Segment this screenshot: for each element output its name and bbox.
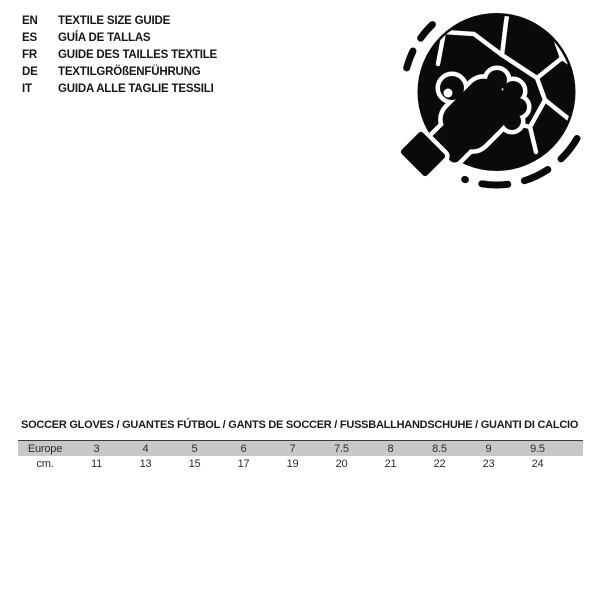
goalkeeper-glove-ball-icon — [398, 8, 588, 198]
size-cell: 23 — [464, 456, 513, 471]
table-row-cm — [18, 456, 583, 471]
language-label: TEXTILE SIZE GUIDE — [58, 15, 171, 27]
size-cell: 6 — [219, 441, 268, 457]
language-code: FR — [22, 49, 37, 61]
language-row-es — [22, 30, 217, 47]
row-label-cm: cm. — [18, 456, 72, 471]
size-table-title: SOCCER GLOVES / GUANTES FÚTBOL / GANTS DE SOCCER / FUSSBALLHANDSCHUHE / GUANTI DI CALCIO — [21, 419, 579, 431]
language-code: IT — [22, 83, 32, 95]
size-cell: 5 — [170, 441, 219, 457]
spacer-cell — [562, 441, 583, 457]
language-list — [22, 13, 217, 98]
size-cell: 8.5 — [415, 441, 464, 457]
size-cell: 4 — [121, 441, 170, 457]
language-row-en — [22, 13, 217, 30]
size-cell: 9 — [464, 441, 513, 457]
size-cell: 19 — [268, 456, 317, 471]
language-code: ES — [22, 32, 37, 44]
spacer-cell — [562, 456, 583, 471]
size-cell: 20 — [317, 456, 366, 471]
size-cell: 3 — [72, 441, 121, 457]
size-cell: 21 — [366, 456, 415, 471]
language-row-de — [22, 64, 217, 81]
language-row-fr — [22, 47, 217, 64]
language-code: DE — [22, 66, 38, 78]
size-cell: 24 — [513, 456, 562, 471]
size-cell: 15 — [170, 456, 219, 471]
size-cell: 22 — [415, 456, 464, 471]
language-code: EN — [22, 15, 38, 27]
size-cell: 9.5 — [513, 441, 562, 457]
language-label: GUIDA ALLE TAGLIE TESSILI — [58, 83, 214, 95]
language-label: GUIDE DES TAILLES TEXTILE — [58, 49, 217, 61]
language-label: GUÍA DE TALLAS — [58, 32, 151, 44]
size-cell: 7.5 — [317, 441, 366, 457]
row-label-europe: Europe — [18, 441, 72, 457]
size-cell: 8 — [366, 441, 415, 457]
table-row-europe — [18, 441, 583, 457]
size-cell: 13 — [121, 456, 170, 471]
size-cell: 7 — [268, 441, 317, 457]
size-table-section — [18, 419, 584, 471]
size-cell: 11 — [72, 456, 121, 471]
size-table — [18, 440, 583, 471]
size-cell: 17 — [219, 456, 268, 471]
language-label: TEXTILGRÖßENFÜHRUNG — [58, 66, 201, 78]
language-row-it — [22, 81, 217, 98]
